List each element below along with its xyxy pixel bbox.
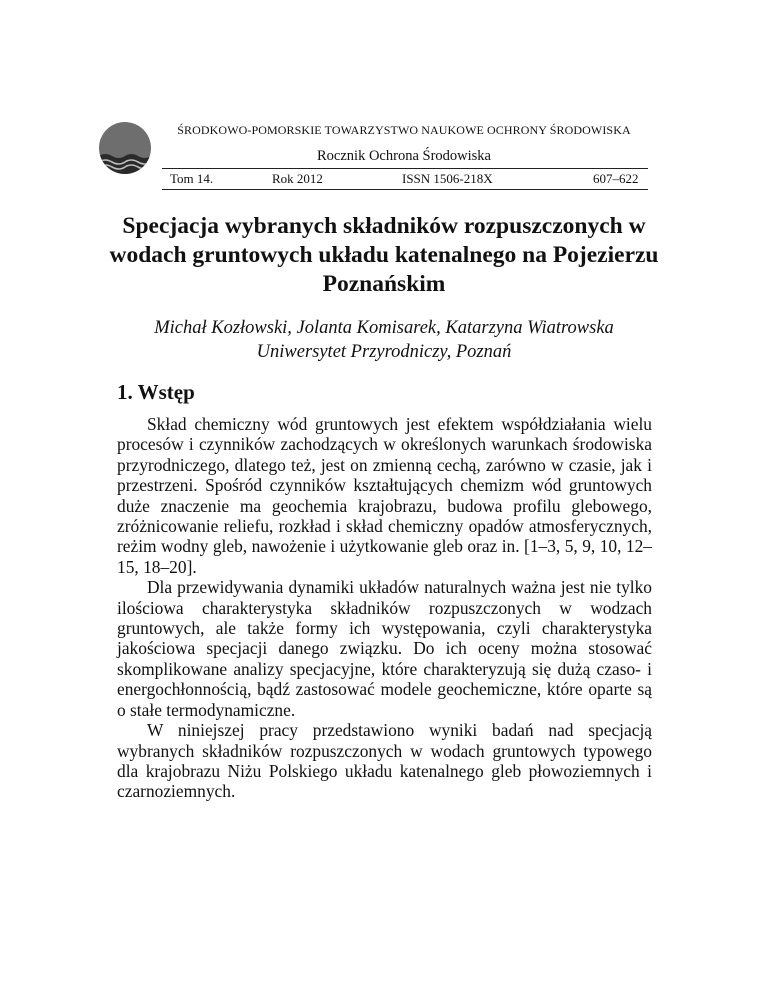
author-affiliation: Uniwersytet Przyrodniczy, Poznań bbox=[256, 342, 512, 362]
issn-label: ISSN 1506-218X bbox=[402, 171, 493, 186]
author-names: Michał Kozłowski, Jolanta Komisarek, Katarzyna Wiatrowska bbox=[154, 318, 614, 338]
society-logo-icon bbox=[99, 122, 151, 174]
article-title: Specjacja wybranych składników rozpuszczonych w wodach gruntowych układu katenalnego na Pojezierzu Poznańskim bbox=[109, 213, 659, 297]
body-paragraph: Skład chemiczny wód gruntowych jest efektem współdziałania wielu procesów i czynników zachodzących w określonych warunkach środowiska przyrodniczego, dlatego też, jest on zmienną cechą, zarówno w czasie, jak i przestrzeni. Spośród czynników kształtujących chemizm wód gruntowych duże znaczenie ma geochemia krajobrazu, budowa profilu glebowego, zróżnicowanie reliefu, rozkład i skład chemiczny opadów atmosferycznych, reżim wodny gleb, nawożenie i użytkowanie gleb oraz in. [1–3, 5, 9, 10, 12–15, 18–20]. bbox=[117, 414, 652, 577]
body-paragraph: Dla przewidywania dynamiki układów naturalnych ważna jest nie tylko ilościowa charakterystyka składników rozpuszczonych w wodzach gruntowych, ale także formy ich występowania, czyli charakterystyka jakościowa specjacji danego związku. Do ich oceny można stosować skomplikowane analizy specjacyjne, które charakteryzują się dużą czaso- i energochłonnością, bądź zastosować modele geochemiczne, które oparte są o stałe termodynamiczne. bbox=[117, 577, 652, 720]
society-name: ŚRODKOWO-POMORSKIE TOWARZYSTWO NAUKOWE OCHRONY ŚRODOWISKA bbox=[177, 123, 631, 137]
volume-label: Tom 14. bbox=[170, 171, 214, 186]
header-rule-top bbox=[162, 168, 648, 169]
header-rule-bottom bbox=[162, 189, 648, 190]
section-body bbox=[117, 414, 652, 802]
page-range: 607–622 bbox=[593, 171, 639, 186]
body-paragraph: W niniejszej pracy przedstawiono wyniki badań nad specjacją wybranych składników rozpuszczonych w wodach gruntowych typowego dla krajobrazu Niżu Polskiego układu katenalnego gleb płowoziemnych i czarnoziemnych. bbox=[117, 720, 652, 802]
journal-name: Rocznik Ochrona Środowiska bbox=[317, 148, 491, 164]
year-label: Rok 2012 bbox=[272, 171, 323, 186]
section-heading: 1. Wstęp bbox=[117, 380, 195, 404]
wave-icon bbox=[99, 152, 151, 174]
author-block bbox=[95, 316, 673, 364]
